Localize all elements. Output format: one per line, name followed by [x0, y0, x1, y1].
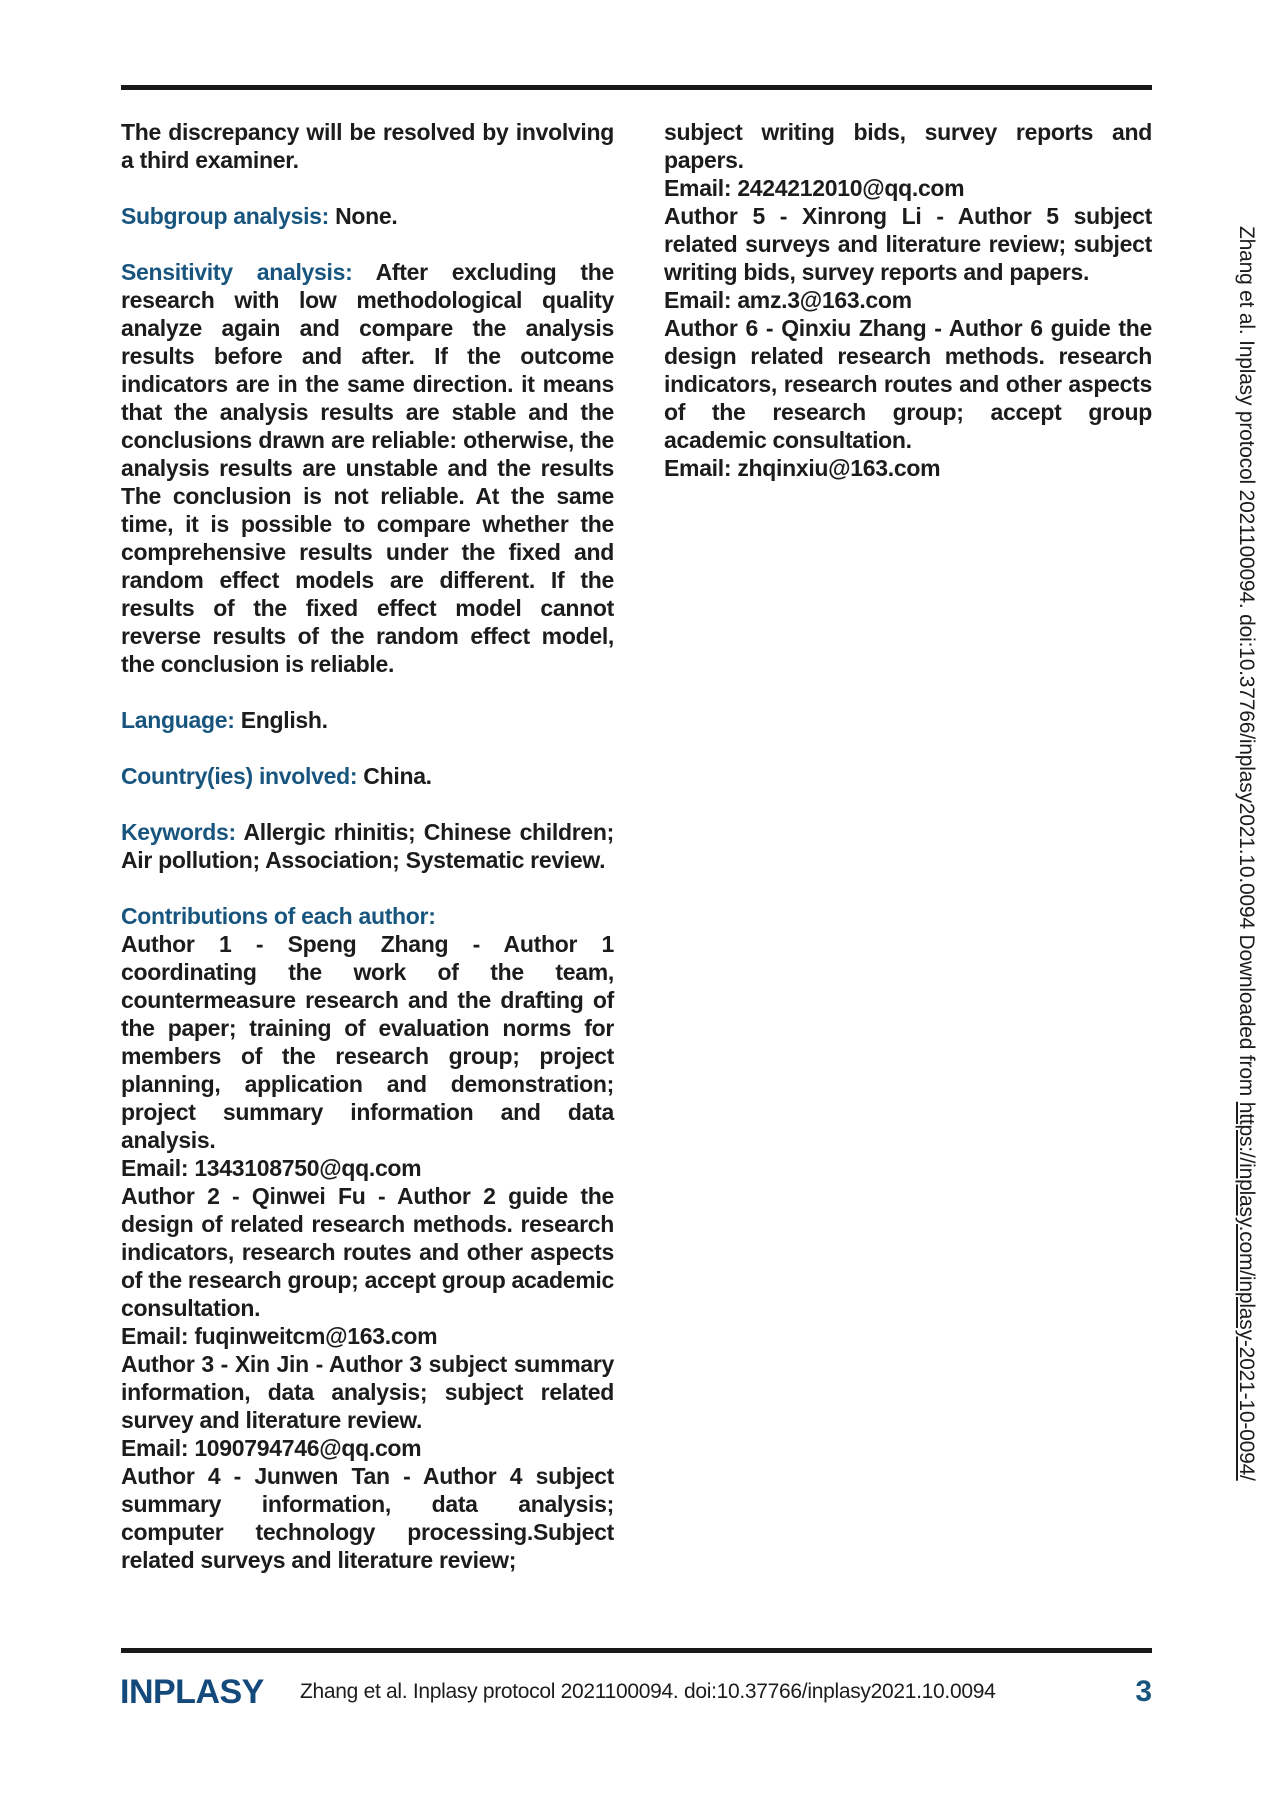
author-3-paragraph: Author 3 - Xin Jin - Author 3 subject summary information, data analysis; subject related survey and literature review.: [121, 1351, 614, 1433]
section-text: Allergic rhinitis; Chinese children; Air pollution; Association; Systematic review.: [121, 819, 614, 873]
section-country: [121, 762, 614, 790]
sidebar-citation-text: Zhang et al. Inplasy protocol 2021100094. doi:10.37766/inplasy2021.10.0094 Downloaded from: [1235, 226, 1258, 1102]
section-text: English.: [240, 707, 328, 733]
author-4-paragraph-continued: subject writing bids, survey reports and papers.: [664, 119, 1152, 173]
right-column: [664, 118, 1152, 482]
section-subgroup-analysis: [121, 202, 614, 230]
sidebar-citation-link[interactable]: https://inplasy.com/inplasy-2021-10-0094/: [1235, 1101, 1258, 1481]
author-1-email: Email: 1343108750@qq.com: [121, 1155, 422, 1181]
paragraph-text: The discrepancy will be resolved by involving a third examiner.: [121, 119, 614, 173]
author-5-email: Email: amz.3@163.com: [664, 287, 912, 313]
author-1-paragraph: Author 1 - Speng Zhang - Author 1 coordinating the work of the team, countermeasure research and the drafting of the paper; training of evaluation norms for members of the research group; project planning, application and demonstration; project summary information and data analysis.: [121, 931, 614, 1153]
section-keywords: [121, 818, 614, 874]
author-6-email: Email: zhqinxiu@163.com: [664, 455, 941, 481]
section-sensitivity-analysis: [121, 258, 614, 678]
author-4-email: Email: 2424212010@qq.com: [664, 175, 965, 201]
inplasy-logo: INPLASY: [120, 1673, 264, 1711]
section-label: Subgroup analysis:: [121, 203, 330, 229]
bottom-rule: [121, 1648, 1152, 1653]
page-number: 3: [1135, 1675, 1152, 1708]
section-label: Language:: [121, 707, 235, 733]
section-label: Sensitivity analysis:: [121, 259, 353, 285]
author-6-paragraph: Author 6 - Qinxiu Zhang - Author 6 guide the design related research methods. research indicators, research routes and other aspects of the research group; accept group academic consultation.: [664, 315, 1152, 453]
section-contributions-heading: Contributions of each author:: [121, 903, 436, 929]
section-label: Keywords:: [121, 819, 236, 845]
author-4-paragraph: Author 4 - Junwen Tan - Author 4 subject summary information, data analysis; computer technology processing.Subject related surveys and literature review;: [121, 1463, 614, 1573]
section-text: After excluding the research with low methodological quality analyze again and compare the analysis results before and after. If the outcome indicators are in the same direction. it means that the analysis results are stable and the conclusions drawn are reliable: otherwise, the analysis results are unstable and the results The conclusion is not reliable. At the same time, it is possible to compare whether the comprehensive results under the fixed and random effect models are different. If the results of the fixed effect model cannot reverse results of the random effect model, the conclusion is reliable.: [121, 259, 614, 677]
author-2-paragraph: Author 2 - Qinwei Fu - Author 2 guide the design of related research methods. research indicators, research routes and other aspects of the research group; accept group academic consultation.: [121, 1183, 614, 1321]
section-language: [121, 706, 614, 734]
author-5-paragraph: Author 5 - Xinrong Li - Author 5 subject related surveys and literature review; subject writing bids, survey reports and papers.: [664, 203, 1152, 285]
author-2-email: Email: fuqinweitcm@163.com: [121, 1323, 438, 1349]
author-3-email: Email: 1090794746@qq.com: [121, 1435, 422, 1461]
footer-citation: Zhang et al. Inplasy protocol 2021100094. doi:10.37766/inplasy2021.10.0094: [300, 1680, 996, 1703]
section-text: None.: [335, 203, 398, 229]
sidebar-citation: [1234, 226, 1258, 1481]
left-column: [121, 118, 614, 1574]
section-label: Country(ies) involved:: [121, 763, 358, 789]
paragraph-discrepancy: [121, 118, 614, 174]
section-text: China.: [363, 763, 432, 789]
top-rule: [121, 85, 1152, 90]
